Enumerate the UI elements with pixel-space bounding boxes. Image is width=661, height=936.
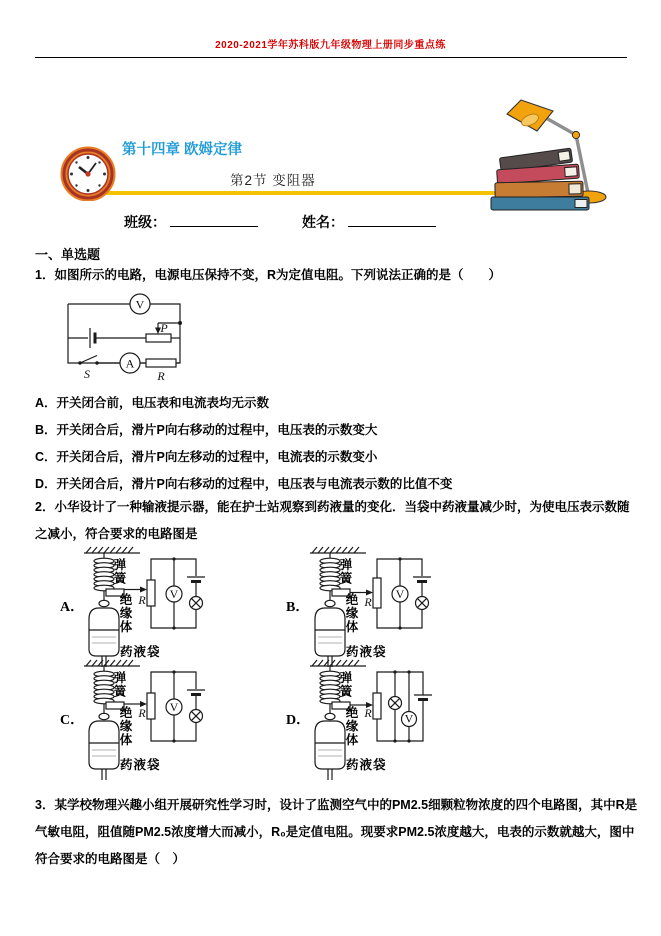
class-blank <box>170 211 258 227</box>
medicine-bag-icon <box>89 600 119 667</box>
bag-label: 药液袋 <box>346 645 387 659</box>
bag-label: 药液袋 <box>120 758 161 772</box>
resistor-icon <box>146 359 176 367</box>
spring-label: 弹簧 <box>112 671 126 698</box>
lamp-icon <box>416 597 429 610</box>
option-letter: C． <box>60 713 85 728</box>
spring-label: 弹簧 <box>338 558 352 585</box>
ceiling-hatch <box>312 660 359 666</box>
insulator-label: 绝缘体 <box>344 593 358 634</box>
q1-option-b: B．开关闭合后，滑片P向右移动的过程中，电压表的示数变大 <box>35 423 378 437</box>
insulator-label: 绝缘体 <box>344 706 358 747</box>
resistor-label: R <box>364 706 372 720</box>
voltmeter-label: V <box>169 587 179 601</box>
switch-label: S <box>84 367 90 381</box>
slider-label: P <box>160 321 168 335</box>
ammeter-label: A <box>125 356 135 371</box>
medicine-bag-icon <box>89 713 119 780</box>
infusion-circuit-d <box>282 659 497 781</box>
q1-option-c: C．开关闭合后，滑片P向左移动的过程中，电流表的示数变小 <box>35 450 378 464</box>
voltmeter-label: V <box>404 711 414 726</box>
option-letter: A． <box>60 600 85 615</box>
voltmeter-label: V <box>395 587 405 601</box>
q2-option-d-figure <box>282 659 497 781</box>
question-2-stem: 2．小华设计了一种输液提示器，能在护士站观察到药液量的变化．当袋中药液量减少时，为使电压表示数随之减小，符合要求的电路图是 <box>35 500 630 541</box>
books-lamp-icon <box>475 98 625 216</box>
question-1-stem: 1．如图所示的电路，电源电压保持不变，R为定值电阻。下列说法正确的是（ ） <box>35 268 501 282</box>
insulator-label: 绝缘体 <box>118 593 132 634</box>
battery-icon <box>187 690 205 709</box>
insulator-label: 绝缘体 <box>118 706 132 747</box>
infusion-circuit-b <box>282 546 497 668</box>
class-name-row <box>124 211 440 232</box>
ceiling-hatch <box>86 660 133 666</box>
spring-icon <box>320 671 340 704</box>
books-icon <box>491 148 589 210</box>
lamp-icon <box>389 697 402 710</box>
spring-icon <box>320 558 340 591</box>
rheostat-icon <box>147 693 155 719</box>
header-title: 2020-2021学年苏科版九年级物理上册同步重点练 <box>215 40 446 51</box>
q1-option-d: D．开关闭合后，滑片P向右移动的过程中，电压表与电流表示数的比值不变 <box>35 477 453 491</box>
rheostat-icon <box>373 578 381 608</box>
header-divider <box>35 57 627 58</box>
q2-option-c-figure <box>56 659 271 781</box>
resistor-label: R <box>364 595 372 609</box>
rheostat-icon <box>147 580 155 606</box>
ceiling-hatch <box>312 547 359 553</box>
battery-icon <box>187 577 205 596</box>
q1-option-a: A．开关闭合前，电压表和电流表均无示数 <box>35 396 270 410</box>
rheostat-icon <box>373 693 381 719</box>
name-label: 姓名： <box>302 214 344 230</box>
name-blank <box>348 211 436 227</box>
chapter-title: 第十四章 欧姆定律 <box>122 142 243 158</box>
option-letter: D． <box>286 713 311 728</box>
section-heading: 一、单选题 <box>35 247 101 262</box>
q2-option-b-figure <box>282 546 497 668</box>
bag-label: 药液袋 <box>346 758 387 772</box>
spring-icon <box>94 671 114 704</box>
question-3-stem: 3．某学校物理兴趣小组开展研究性学习时，设计了监测空气中的PM2.5细颗粒物浓度的四个电路图，其中R是气敏电阻，阻值随PM2.5浓度增大而减小，R₀是定值电阻。现要求PM2.5浓度越大，电表的示数就越大，图中符合要求的电路图是（ ） <box>35 798 638 866</box>
bag-label: 药液袋 <box>120 645 161 659</box>
medicine-bag-icon <box>315 713 345 780</box>
battery-icon <box>413 577 431 596</box>
option-letter: B． <box>286 600 310 615</box>
battery-icon <box>90 328 95 348</box>
spring-label: 弹簧 <box>112 558 126 585</box>
section-subtitle: 第2节 变阻器 <box>230 173 316 188</box>
infusion-circuit-c <box>56 659 271 781</box>
infusion-circuit-a <box>56 546 271 668</box>
voltmeter-label: V <box>169 700 179 714</box>
clock-icon <box>60 145 116 201</box>
spring-label: 弹簧 <box>338 671 352 698</box>
medicine-bag-icon <box>315 600 345 667</box>
q1-circuit-diagram <box>50 293 240 388</box>
voltmeter-label: V <box>135 297 145 312</box>
class-label: 班级： <box>124 214 166 230</box>
spring-icon <box>94 558 114 591</box>
lamp-icon <box>190 597 203 610</box>
lamp-icon <box>190 710 203 723</box>
q2-option-a-figure <box>56 546 271 668</box>
resistor-label: R <box>138 706 146 720</box>
battery-icon <box>414 695 432 700</box>
resistor-label: R <box>138 593 146 607</box>
ceiling-hatch <box>86 547 133 553</box>
resistor-label: R <box>157 369 165 383</box>
